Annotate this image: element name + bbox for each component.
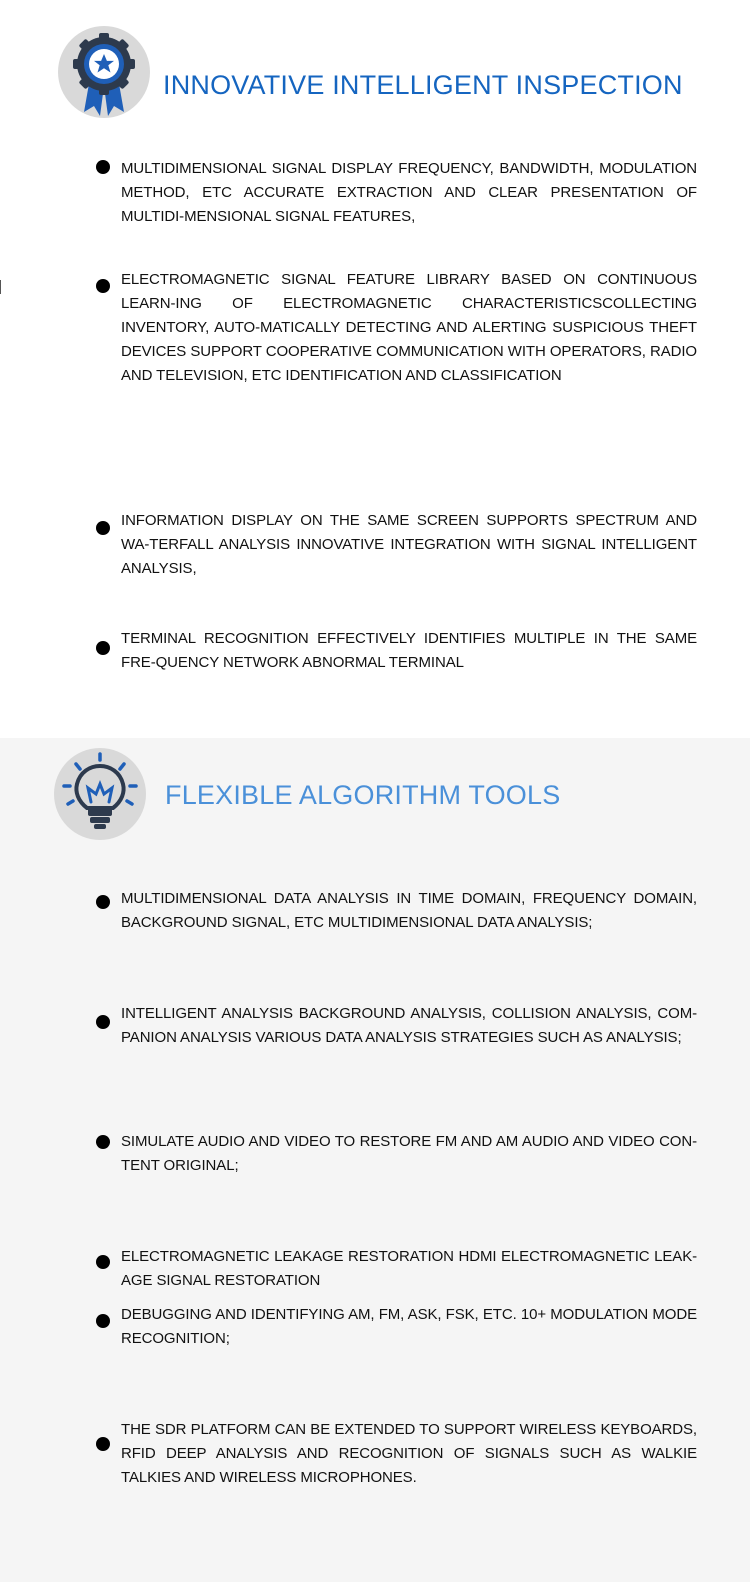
bullet-icon: [96, 895, 110, 909]
list-item-text: MULTIDIMENSIONAL SIGNAL DISPLAY FREQUENCY, BANDWIDTH, MODULATION METHOD, ETC ACCURATE EXTRACTION AND CLEAR PRESENTATION OF MULTIDI-MENSIONAL SIGNAL FEATURES,: [121, 160, 697, 225]
bullet-icon: [96, 1314, 110, 1328]
bullet-icon: [96, 160, 110, 174]
list-item-text: DEBUGGING AND IDENTIFYING AM, FM, ASK, FSK, ETC. 10+ MODULATION MODE RECOGNITION;: [121, 1306, 697, 1347]
bullet-icon: [96, 1255, 110, 1269]
list-item-text: ELECTROMAGNETIC LEAKAGE RESTORATION HDMI ELECTROMAGNETIC LEAK-AGE SIGNAL RESTORATION: [121, 1248, 697, 1289]
section-heading: FLEXIBLE ALGORITHM TOOLS: [165, 780, 561, 810]
bullet-icon: [96, 1437, 110, 1451]
bullet-icon: [96, 1015, 110, 1029]
list-item-text: MULTIDIMENSIONAL DATA ANALYSIS IN TIME DOMAIN, FREQUENCY DOMAIN, BACKGROUND SIGNAL, ETC MULTIDIMENSIONAL DATA ANALYSIS;: [121, 890, 697, 931]
edge-marker: [0, 280, 1, 294]
award-badge-icon: [58, 26, 150, 118]
bullet-icon: [96, 521, 110, 535]
innovative-inspection-section: [0, 0, 750, 738]
bullet-icon: [96, 1135, 110, 1149]
list-item-text: SIMULATE AUDIO AND VIDEO TO RESTORE FM AND AM AUDIO AND VIDEO CON-TENT ORIGINAL;: [121, 1133, 697, 1174]
section-heading: INNOVATIVE INTELLIGENT INSPECTION: [163, 70, 683, 100]
list-item-text: TERMINAL RECOGNITION EFFECTIVELY IDENTIFIES MULTIPLE IN THE SAME FRE-QUENCY NETWORK ABNORMAL TERMINAL: [121, 630, 697, 671]
bullet-icon: [96, 279, 110, 293]
flexible-algorithm-section: [0, 738, 750, 1582]
bullet-icon: [96, 641, 110, 655]
list-item-text: ELECTROMAGNETIC SIGNAL FEATURE LIBRARY BASED ON CONTINUOUS LEARN-ING OF ELECTROMAGNETIC CHARACTERISTICSCOLLECTING INVENTORY, AUTO-MATICALLY DETECTING AND ALERTING SUSPICIOUS THEFT DEVICES SUPPORT COOPERATIVE COMMUNICATION WITH OPERATORS, RADIO AND TELEVISION, ETC IDENTIFICATION AND CLASSIFICATION: [121, 271, 697, 384]
lightbulb-icon: [54, 748, 146, 840]
list-item-text: INTELLIGENT ANALYSIS BACKGROUND ANALYSIS, COLLISION ANALYSIS, COM-PANION ANALYSIS VARIOUS DATA ANALYSIS STRATEGIES SUCH AS ANALYSIS;: [121, 1005, 697, 1046]
list-item-text: INFORMATION DISPLAY ON THE SAME SCREEN SUPPORTS SPECTRUM AND WA-TERFALL ANALYSIS INNOVATIVE INTEGRATION WITH SIGNAL INTELLIGENT ANALYSIS,: [121, 512, 697, 577]
list-item-text: THE SDR PLATFORM CAN BE EXTENDED TO SUPPORT WIRELESS KEYBOARDS, RFID DEEP ANALYSIS AND RECOGNITION OF SIGNALS SUCH AS WALKIE TALKIES AND WIRELESS MICROPHONES.: [121, 1421, 697, 1486]
